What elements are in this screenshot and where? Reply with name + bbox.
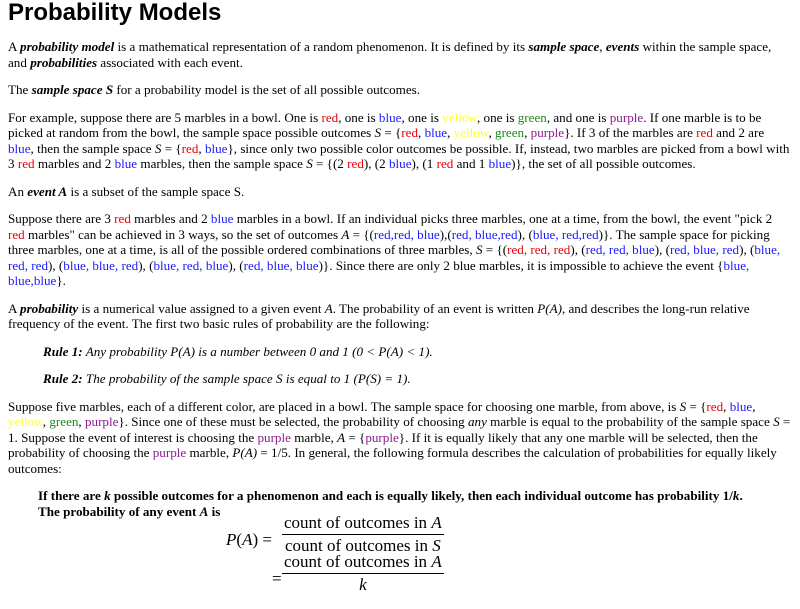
five-marbles-paragraph: Suppose five marbles, each of a different color, are placed in a bowl. The sample space for choosing one marble, from above, is S = {red, blue, yellow, green, purple}. Since one of these must be selected, the probability of choosing any marble is equal to the probability of the sample space S = 1. Suppose the event of interest is choosing the purple marble, A = {purple}. If it is equally likely that any one marble will be selected, then the probability of choosing the purple marble, P(A) = 1/5. In general, the following formula describes the calculation of probabilities for equally likely outcomes: xyxy=(8,398,791,476)
three-marbles-paragraph: Suppose there are 3 red marbles and 2 blue marbles in a bowl. If an individual picks three marbles, one at a time, from the bowl, the event "pick 2 red marbles" can be achieved in 3 ways, so the set of outcomes A = {(red,red, blue),(red, blue,red), (blue, red,red)}. The sample space for picking three marbles, one at a time, is all of the possible ordered combinations of three marbles, S = {(red, red, red), (red, red, blue), (red, blue, red), (blue, red, red), (blue, blue, red), (blue, red, blue), (red, blue, blue)}. Since there are only 2 blue marbles, it is impossible to achieve the event {blue, blue,blue}. xyxy=(8,211,781,288)
event-probability-statement: The probability of any event A is xyxy=(38,503,221,519)
formula-fraction-1: count of outcomes in A count of outcomes in S xyxy=(284,513,442,555)
formula-fraction-2: count of outcomes in A k xyxy=(284,552,442,594)
page-title: Probability Models xyxy=(8,0,222,26)
formula-lhs: P(A) = xyxy=(226,530,272,549)
rule-1: Rule 1: Any probability P(A) is a number between 0 and 1 (0 < P(A) < 1). xyxy=(43,343,433,359)
rule-2: Rule 2: The probability of the sample space S is equal to 1 (P(S) = 1). xyxy=(43,371,411,386)
term-events: events xyxy=(605,39,640,54)
formula-equals: = xyxy=(272,569,282,588)
probability-definition: A probability is a numerical value assigned to a given event A. The probability of an event is written P(A), and describes the long-run relative frequency of the event. The first two basic rules of probability are the following: xyxy=(8,300,750,331)
sample-space-definition: The sample space S for a probability model is the set of all possible outcomes. xyxy=(8,82,421,97)
term-probabilities: probabilities xyxy=(30,54,98,70)
probability-formula xyxy=(8,513,792,609)
marble-example-paragraph: For example, suppose there are 5 marbles in a bowl. One is red, one is blue, one is yellow, one is green, and one is purple. If one marble is to be picked at random from the bowl, the sample space possible outcomes S = {red, blue, yellow, green, purple}. If 3 of the marbles are red and 2 are blue, then the sample space S = {red, blue}, since only two possible color outcomes be possible. If, instead, two marbles are picked from a bowl with 3 red marbles and 2 blue marbles, then the sample space S = {(2 red), (2 blue), (1 red and 1 blue)}, the set of all possible outcomes. xyxy=(8,109,790,171)
term-sample-space: sample space xyxy=(528,39,600,54)
intro-paragraph: A probability model is a mathematical representation of a random phenomenon. It is defined by its sample space, events within the sample space, and probabilities associated with each event. xyxy=(8,39,772,70)
equally-likely-statement: If there are k possible outcomes for a phenomenon and each is equally likely, then each individual outcome has probability 1/k. xyxy=(38,488,743,503)
term-probability-model: probability model xyxy=(20,39,115,54)
event-definition: An event A is a subset of the sample space S. xyxy=(8,183,245,199)
